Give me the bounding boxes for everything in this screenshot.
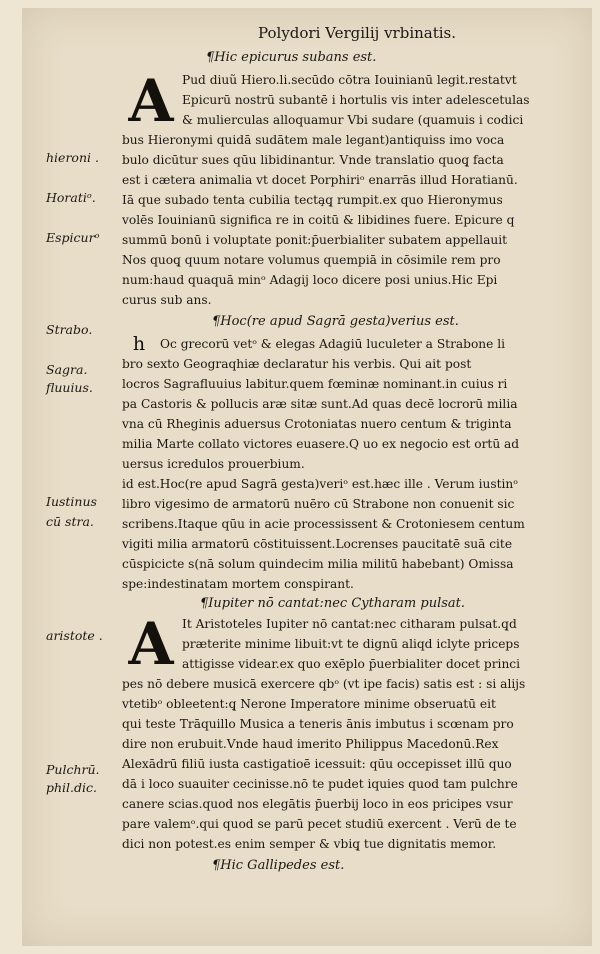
- text-line: uersus icredulos prouerbium.: [122, 457, 305, 471]
- marginal-note: Pulchrū.: [46, 762, 100, 777]
- text-line: dā i loco suauiter cecinisse.nō te pudet iquies quod tam pulchre: [122, 777, 518, 791]
- text-line: milia Marte collato victores euasere.Q uo ex negocio est ortū ad: [122, 437, 520, 451]
- text-line: curus sub ans.: [122, 293, 212, 307]
- marginal-note: Sagra.: [46, 362, 88, 377]
- text-line: libro vigesimo de armatorū nuēro cū Strabone non conuenit sic: [122, 497, 515, 511]
- text-line: volēs Iouinianū significa re in coitū & libidines fuere. Epicure q: [122, 213, 515, 227]
- marginal-note: hieroni .: [46, 150, 99, 165]
- text-line: spe:indestinatam mortem conspirant.: [122, 577, 354, 591]
- text-line: canere scias.quod nos elegātis p̄uerbij loco in eos pricipes vsur: [122, 797, 513, 811]
- text-line: bus Hieronymi quidā sudātem male legant)antiquiss imo voca: [122, 133, 505, 147]
- text-line: est i cætera animalia vt docet Porphiriᵒ enarrās illud Horatianū.: [122, 173, 518, 187]
- marginal-note: cū stra.: [46, 514, 94, 529]
- text-line: scribens.Itaque qūu in acie processissent & Crotoniesem centum: [122, 517, 525, 531]
- text-line: dici non potest.es enim semper & vbiq̧ tue dignitatis memor.: [122, 837, 497, 851]
- marginal-note: aristote .: [46, 628, 103, 643]
- text-line: præterite minime libuit:vt te dignū aliqd iclyte priceps: [182, 637, 520, 651]
- initial-letter: A: [128, 610, 174, 678]
- section-heading: ¶Hoc(re apud Sagrā gesta)verius est.: [212, 314, 459, 329]
- text-line: vigiti milia armatorū cōstituissent.Locrenses paucitatē suā cite: [122, 537, 513, 551]
- text-line: Epicurū nostrū subantē i hortulis vis inter adelescetulas: [182, 93, 530, 107]
- text-line: pare valemᵒ.qui quod se parū pecet studiū exercent . Verū de te: [122, 817, 517, 831]
- text-line: id est.Hoc(re apud Sagrā gesta)veriᵒ est.hæc ille . Verum iustinᵒ: [122, 477, 518, 491]
- text-line: Alexādrū filiū iusta castigatioē icessuit: qūu occepisset illū quo: [122, 757, 512, 771]
- text-line: Nos quoq̧ quum notare volumus quempiā in cōsimile rem pro: [122, 253, 501, 267]
- text-line: locros Sagrafluuius labitur.quem fœminæ nominant.in cuius ri: [122, 377, 508, 391]
- text-line: Pud diuũ Hiero.li.secūdo cōtra Iouinianū legit.restatvt: [182, 73, 517, 87]
- text-line: dire non erubuit.Vnde haud imerito Philippus Macedonū.Rex: [122, 737, 499, 751]
- marginal-note: phil.dic.: [46, 780, 97, 795]
- text-line: It Aristoteles Iupiter nō cantat:nec citharam pulsat.q̧d: [182, 617, 517, 631]
- text-line: vna cū Rheginis aduersus Crotoniatas nuero centum & triginta: [122, 417, 512, 431]
- text-line: cūspicicte s(nā solum quindecim milia militū habebant) Omissa: [122, 557, 514, 571]
- text-line: summū bonū i voluptate ponit:p̄uerbialiter subatem appellauit: [122, 233, 507, 247]
- text-line: pa Castoris & pollucis aræ sitæ sunt.Ad quas decē locrorū milia: [122, 397, 518, 411]
- closing-heading: ¶Hic Gallipedes est.: [212, 858, 345, 873]
- text-line: attigisse videar.ex quo exēplo p̄uerbialiter docet princi: [182, 657, 521, 671]
- text-line: pes nō debere musicā exercere qbᵒ (vt ipe facis) satis est : si alijs: [122, 677, 526, 691]
- text-line: Iā que subado tenta cubilia tecta̧q̧ rumpit.ex quo Hieronymus: [122, 193, 503, 207]
- marginal-note: Iustinus: [46, 494, 97, 509]
- running-header: Polydori Vergilij vrbinatis.: [258, 24, 457, 42]
- initial-letter: h: [132, 333, 146, 355]
- text-line: Oc grecorū vetᵒ & elegas Adagiū luculeter a Strabone li: [160, 337, 506, 351]
- initial-letter: A: [128, 67, 174, 135]
- marginal-note: Horatiᵒ.: [46, 190, 96, 205]
- marginal-note: fluuius.: [46, 380, 93, 395]
- marginal-note: Espicurᵒ: [46, 230, 100, 245]
- text-line: vtetibᵒ obleetent:q̧ Nerone Imperatore minime obseruatū eit: [122, 697, 496, 711]
- text-line: qui teste Trāquillo Musica a teneris ānis imbutus i scœnam pro: [122, 717, 514, 731]
- text-line: bulo dicūtur sues qūu libidinantur. Vnde translatio quoq̧ facta: [122, 153, 504, 167]
- text-line: num:haud quaquā minᵒ Adagij loco dicere posi unius.Hic Epi: [122, 273, 498, 287]
- text-line: & mulierculas alloquamur Vbi sudare (quamuis i codici: [182, 113, 524, 127]
- marginal-note: Strabo.: [46, 322, 93, 337]
- section-heading: ¶Iupiter nō cantat:nec Cytharam pulsat.: [200, 596, 466, 611]
- text-line: bro sexto Geograqhiæ declaratur his verbis. Qui ait post: [122, 357, 472, 371]
- section-heading: ¶Hic epicurus subans est.: [206, 50, 377, 65]
